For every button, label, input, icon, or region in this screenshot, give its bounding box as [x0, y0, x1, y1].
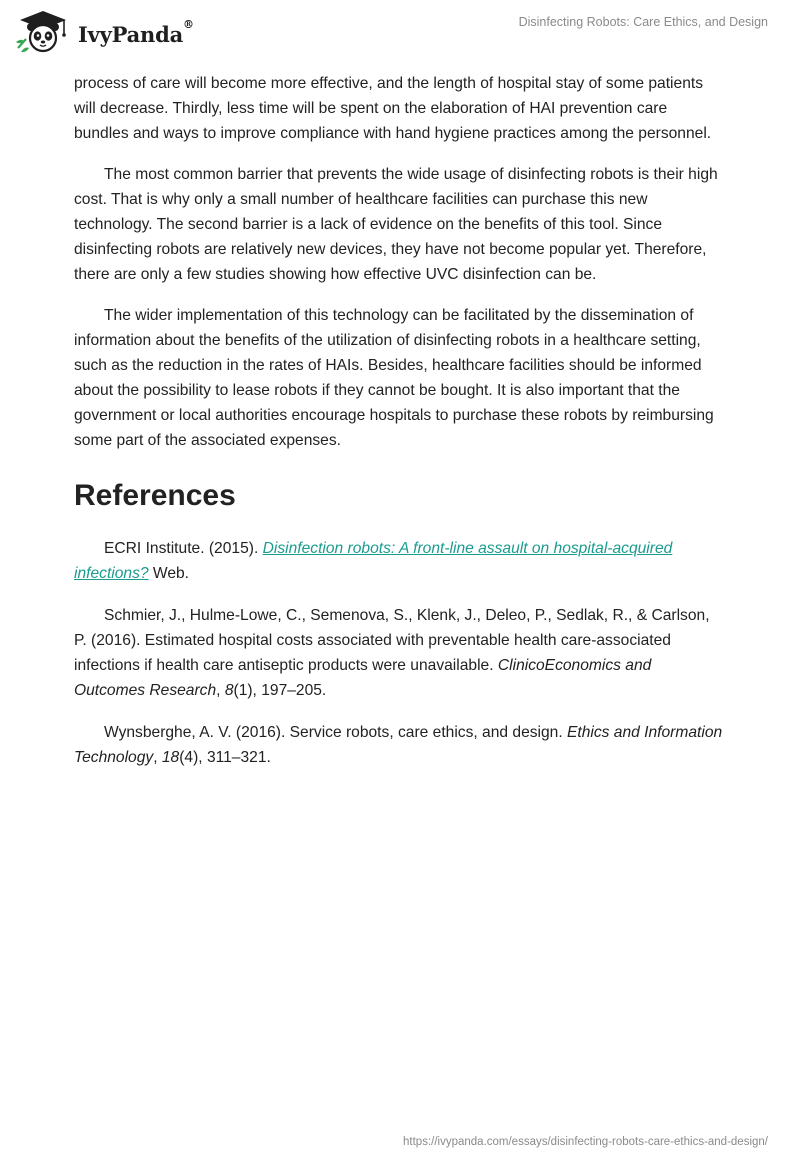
- logo-wordmark: IvyPanda®: [78, 17, 194, 47]
- ref2-sep: ,: [216, 682, 225, 699]
- ref3-text: Wynsberghe, A. V. (2016). Service robots, care ethics, and design.: [104, 724, 568, 741]
- document-body: [74, 71, 724, 787]
- ref3-volume: 18: [161, 749, 180, 766]
- ref2-volume: 8: [224, 682, 234, 699]
- paragraph-3: The wider implementation of this technology can be facilitated by the dissemination of information about the benefits of the utilization of disinfecting robots in a healthcare setting, such as the reduction in the rates of HAIs. Besides, healthcare facilities should be informed about the possibility to lease robots if they cannot be bought. It is also important that the government or local authorities encourage hospitals to purchase these robots by reimbursing some part of the associated expenses.: [74, 307, 714, 449]
- document-title: Disinfecting Robots: Care Ethics, and Design: [518, 15, 768, 29]
- panda-logo-icon: [14, 8, 72, 54]
- ref2-text: Schmier, J., Hulme-Lowe, C., Semenova, S., Klenk, J., Deleo, P., Sedlak, R., & Carlson, P. (2016). Estimated hospital costs associated with preventable health care-associated infections if health care antiseptic products were unavailable.: [74, 607, 710, 674]
- reference-wynsberghe: [74, 720, 724, 770]
- footer-url[interactable]: https://ivypanda.com/essays/disinfecting-robots-care-ethics-and-design/: [403, 1136, 768, 1148]
- ref1-suffix: Web.: [148, 565, 190, 582]
- registered-mark: ®: [183, 17, 194, 31]
- ref3-pages: (4), 311–321.: [179, 749, 271, 766]
- ref1-title-link[interactable]: Disinfection robots: A front-line assault on hospital-acquired infections?: [74, 540, 673, 582]
- paragraph-1: process of care will become more effective, and the length of hospital stay of some patients will decrease. Thirdly, less time will be spent on the elaboration of HAI prevention care bundles and ways to improve compliance with hand hygiene practices among the personnel.: [74, 75, 712, 142]
- ref2-journal: ClinicoEconomics and Outcomes Research: [74, 657, 652, 699]
- ref3-sep: ,: [153, 749, 162, 766]
- ivypanda-logo[interactable]: [14, 8, 194, 54]
- paragraph-2: The most common barrier that prevents the wide usage of disinfecting robots is their high cost. That is why only a small number of healthcare facilities can purchase this new technology. The second barrier is a lack of evidence on the benefits of this tool. Since disinfecting robots are relatively new devices, they have not become popular yet. Therefore, there are only a few studies showing how effective UVC disinfection can be.: [74, 166, 718, 283]
- page-header: [0, 0, 800, 70]
- ref3-journal: Ethics and Information Technology: [74, 724, 723, 766]
- reference-schmier: [74, 603, 724, 703]
- ref1-authors: ECRI Institute. (2015).: [104, 540, 263, 557]
- reference-ecri: [74, 536, 724, 586]
- ref2-pages: (1), 197–205.: [233, 682, 327, 699]
- references-heading: References: [74, 479, 236, 512]
